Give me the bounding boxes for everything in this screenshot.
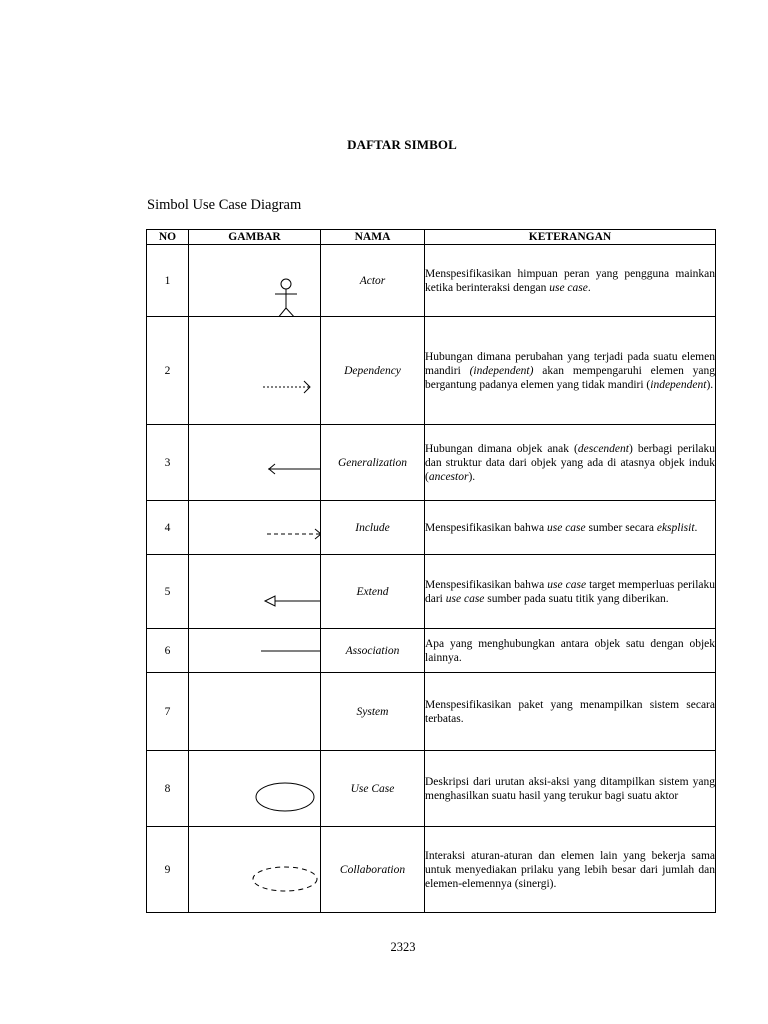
row-number: 2 (147, 317, 189, 425)
row-number: 9 (147, 827, 189, 913)
description-text: ). (706, 378, 714, 391)
symbol-cell (189, 673, 321, 751)
extend-arrow-icon (189, 555, 321, 629)
table-row (147, 317, 716, 425)
description-text: Hubungan dimana perubahan yang terjadi pada suatu elemen mandiri (425, 350, 715, 377)
description-text: target memperluas perilaku dari (425, 578, 716, 605)
symbol-name: Actor (321, 245, 425, 317)
italic-term: use case (445, 592, 485, 605)
italic-term: eksplisit (656, 521, 695, 534)
generalization-arrow-icon (189, 425, 321, 501)
italic-term: (independent) (469, 364, 534, 377)
symbol-cell (189, 317, 321, 425)
association-line-icon (189, 629, 321, 673)
symbol-description (425, 555, 716, 629)
include-arrow-icon (189, 501, 321, 555)
table-row (147, 629, 716, 673)
symbol-description (425, 501, 716, 555)
header-keterangan: KETERANGAN (425, 230, 716, 245)
table-row (147, 425, 716, 501)
description-text: Deskripsi dari urutan aksi-aksi yang ditampilkan sistem yang menghasilkan suatu hasil yang terukur bagi suatu aktor (425, 775, 715, 802)
description-text: . (587, 281, 591, 294)
italic-term: use case (547, 521, 586, 534)
italic-term: independent (650, 378, 707, 391)
description-text: Menspesifikasikan himpuan peran yang pengguna mainkan ketika berinteraksi dengan (425, 267, 715, 294)
symbol-description (425, 425, 716, 501)
table-row (147, 673, 716, 751)
symbol-name: Generalization (321, 425, 425, 501)
header-no: NO (147, 230, 189, 245)
table-row (147, 751, 716, 827)
description-text: . (694, 521, 698, 534)
symbol-cell (189, 245, 321, 317)
table-row (147, 827, 716, 913)
table-row (147, 245, 716, 317)
description-text: ). (468, 470, 476, 483)
description-text: sumber secara (585, 521, 657, 534)
symbol-name: Extend (321, 555, 425, 629)
actor-icon (189, 245, 321, 317)
description-text: ) berbagi perilaku dan struktur data dari objek yang ada di atasnya objek induk ( (425, 442, 715, 483)
section-subtitle: Simbol Use Case Diagram (147, 197, 302, 213)
symbol-table (146, 229, 716, 913)
italic-term: use case (547, 578, 587, 591)
symbol-description (425, 751, 716, 827)
symbol-name: Use Case (321, 751, 425, 827)
description-text: Menspesifikasikan bahwa (425, 578, 548, 591)
symbol-cell (189, 751, 321, 827)
row-number: 3 (147, 425, 189, 501)
description-text: akan mempengaruhi elemen yang bergantung padanya elemen yang tidak mandiri ( (425, 364, 715, 391)
symbol-description (425, 673, 716, 751)
description-text: sumber pada suatu titik yang diberikan. (484, 592, 669, 605)
dependency-arrow-icon (189, 317, 321, 425)
table-row (147, 501, 716, 555)
header-gambar: GAMBAR (189, 230, 321, 245)
row-number: 1 (147, 245, 189, 317)
italic-term: use case (549, 281, 588, 294)
symbol-cell (189, 827, 321, 913)
header-nama: NAMA (321, 230, 425, 245)
symbol-description (425, 317, 716, 425)
page-title: DAFTAR SIMBOL (347, 137, 457, 152)
description-text: Hubungan dimana objek anak ( (425, 442, 578, 455)
symbol-cell (189, 501, 321, 555)
symbol-description (425, 629, 716, 673)
symbol-cell (189, 555, 321, 629)
use-case-ellipse-icon (189, 751, 321, 827)
description-text: Interaksi aturan-aturan dan elemen lain yang bekerja sama untuk menyediakan prilaku yang lebih besar dari jumlah dan elemen-elemennya (sinergi). (425, 849, 715, 890)
row-number: 5 (147, 555, 189, 629)
row-number: 6 (147, 629, 189, 673)
description-text: Menspesifikasikan bahwa (425, 521, 547, 534)
description-text: Apa yang menghubungkan antara objek satu dengan objek lainnya. (425, 637, 715, 664)
symbol-name: Association (321, 629, 425, 673)
italic-term: ancestor (428, 470, 469, 483)
italic-term: descendent (577, 442, 629, 455)
symbol-name: Include (321, 501, 425, 555)
symbol-description (425, 827, 716, 913)
symbol-cell (189, 629, 321, 673)
description-text: Menspesifikasikan paket yang menampilkan sistem secara terbatas. (425, 698, 715, 725)
page-number: 2323 (390, 940, 416, 954)
collaboration-ellipse-icon (189, 827, 321, 913)
symbol-description (425, 245, 716, 317)
row-number: 7 (147, 673, 189, 751)
symbol-cell (189, 425, 321, 501)
symbol-name: System (321, 673, 425, 751)
symbol-name: Dependency (321, 317, 425, 425)
table-header-row (147, 230, 716, 245)
symbol-name: Collaboration (321, 827, 425, 913)
row-number: 8 (147, 751, 189, 827)
row-number: 4 (147, 501, 189, 555)
table-row (147, 555, 716, 629)
